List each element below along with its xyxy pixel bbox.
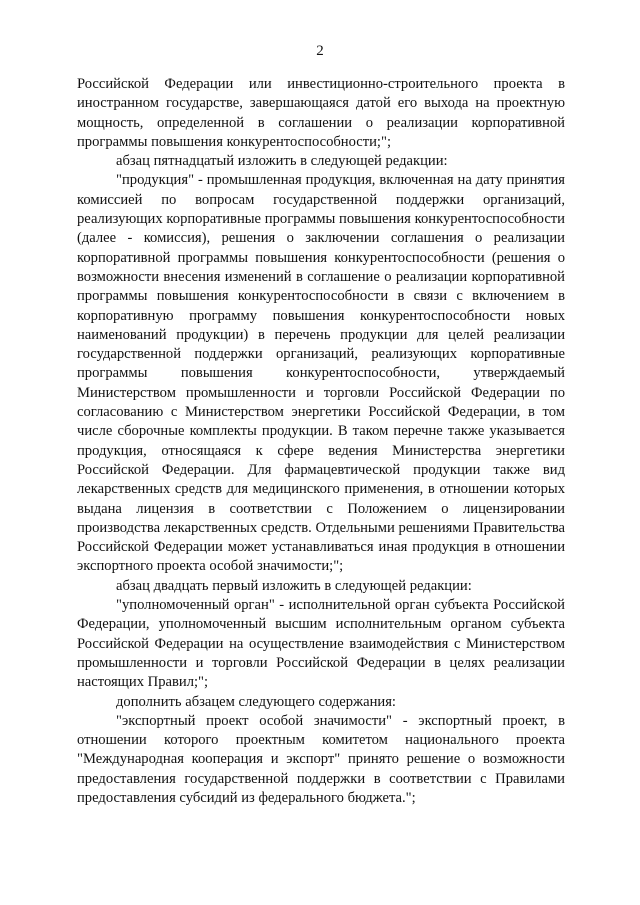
paragraph-5: "уполномоченный орган" - исполнительной орган субъекта Российской Федерации, уполномоченный высшим исполнительным органом субъекта Российской Федерации на осуществление взаимодействия с Министерством промышленности и торговли Российской Федерации в целях реализации настоящих Правил;"; bbox=[77, 597, 565, 691]
document-body bbox=[77, 75, 565, 808]
paragraph-1: Российской Федерации или инвестиционно-строительного проекта в иностранном государстве, завершающаяся датой его выхода на проектную мощность, определенной в соглашении о реализации корпоративной программы повышения конкурентоспособности;"; bbox=[77, 76, 565, 150]
paragraph-4: абзац двадцать первый изложить в следующей редакции: bbox=[116, 577, 472, 594]
paragraph-7: "экспортный проект особой значимости" - экспортный проект, в отношении которого проектным комитетом национального проекта "Международная кооперация и экспорт" принято решение о возможности предоставления государственной поддержки в соответствии с Правилами предоставления субсидий из федерального бюджета."; bbox=[77, 712, 565, 806]
paragraph-3: "продукция" - промышленная продукция, включенная на дату принятия комиссией по вопросам государственной поддержки организаций, реализующих корпоративные программы повышения конкурентоспособности (далее - комиссия), решения о заключении соглашения о реализации корпоративной программы повышения конкурентоспособности (решения о возможности внесения изменений в соглашение о реализации корпоративной программы повышения конкурентоспособности в связи с включением в корпоративную программу повышения конкурентоспособности новых наименований продукции) в перечень продукции для целей реализации государственной поддержки организаций, реализующих корпоративные программы повышения конкурентоспособности, утверждаемый Министерством промышленности и торговли Российской Федерации по согласованию с Министерством энергетики Российской Федерации, в том числе сборочные комплекты продукции. В таком перечне также указывается продукция, относящаяся к сфере ведения Министерства энергетики Российской Федерации. Для фармацевтической продукции также вид лекарственных средств для медицинского применения, в отношении которых выдана лицензия в соответствии с Положением о лицензировании производства лекарственных средств. Отдельными решениями Правительства Российской Федерации может устанавливаться иная продукция в отношении экспортного проекта особой значимости;"; bbox=[77, 172, 565, 575]
paragraph-6: дополнить абзацем следующего содержания: bbox=[116, 693, 396, 710]
paragraph-2: абзац пятнадцатый изложить в следующей редакции: bbox=[116, 153, 448, 170]
page-number: 2 bbox=[316, 43, 324, 59]
